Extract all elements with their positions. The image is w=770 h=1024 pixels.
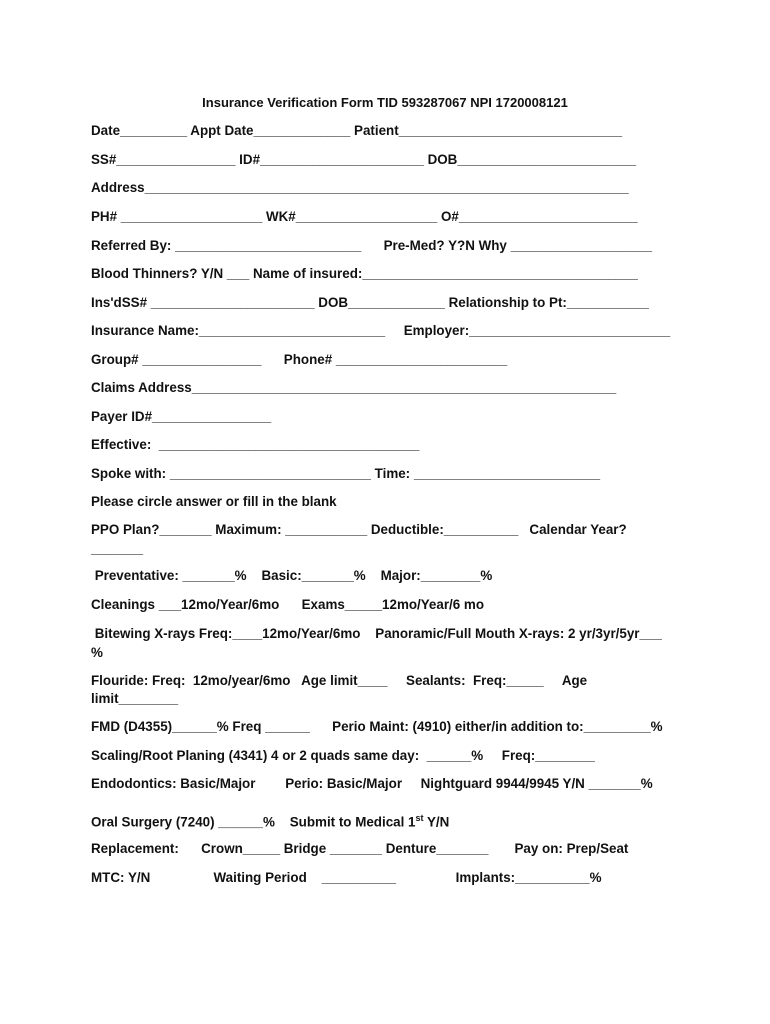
- mtc-line: MTC: Y/N Waiting Period __________ Implants:__________%: [91, 870, 602, 885]
- insurance-name-line: Insurance Name:_________________________ Employer:___________________________: [91, 323, 671, 338]
- flouride-line: Flouride: Freq: 12mo/year/6mo Age limit____ Sealants: Freq:_____ Age: [91, 673, 588, 688]
- replacement-line: Replacement: Crown_____ Bridge _______ Denture_______ Pay on: Prep/Seat: [91, 841, 629, 856]
- date-line: Date_________ Appt Date_____________ Patient______________________________: [91, 123, 623, 138]
- cleanings-line: Cleanings ___12mo/Year/6mo Exams_____12mo/Year/6 mo: [91, 597, 485, 612]
- bitewing-line: Bitewing X-rays Freq:____12mo/Year/6mo Panoramic/Full Mouth X-rays: 2 yr/3yr/5yr___: [91, 626, 662, 641]
- ppo-line: PPO Plan?_______ Maximum: ___________ Deductible:__________ Calendar Year?: [91, 522, 627, 537]
- endodontics-line: Endodontics: Basic/Major Perio: Basic/Major Nightguard 9944/9945 Y/N _______%: [91, 776, 653, 791]
- superscript-st: st: [415, 813, 424, 823]
- group-line: Group# ________________ Phone# _______________________: [91, 352, 508, 367]
- scaling-line: Scaling/Root Planing (4341) 4 or 2 quads same day: ______% Freq:________: [91, 748, 595, 763]
- referred-line: Referred By: _________________________ Pre-Med? Y?N Why ___________________: [91, 238, 653, 253]
- oral-surgery-line: [91, 813, 449, 829]
- effective-line: Effective: ___________________________________: [91, 437, 420, 452]
- payer-id-line: Payer ID#________________: [91, 409, 272, 424]
- address-line: Address_________________________________________________________________: [91, 180, 629, 195]
- form-title: Insurance Verification Form TID 593287067 NPI 1720008121: [202, 95, 568, 110]
- instructions-line: Please circle answer or fill in the blank: [91, 494, 337, 509]
- fmd-line: FMD (D4355)______% Freq ______ Perio Maint: (4910) either/in addition to:_________%: [91, 719, 663, 734]
- preventative-line: Preventative: _______% Basic:_______% Major:________%: [91, 568, 493, 583]
- oral-surgery-text: Oral Surgery (7240) ______% Submit to Medical 1: [91, 814, 416, 830]
- bitewing-line-cont: %: [91, 645, 103, 660]
- ss-line: SS#________________ ID#______________________ DOB________________________: [91, 152, 637, 167]
- insured-ss-line: Ins'dSS# ______________________ DOB_____________ Relationship to Pt:___________: [91, 295, 649, 310]
- phone-line: PH# ___________________ WK#___________________ O#________________________: [91, 209, 638, 224]
- ppo-line-cont: _______: [91, 541, 144, 556]
- claims-address-line: Claims Address_________________________________________________________: [91, 380, 617, 395]
- blood-thinners-line: Blood Thinners? Y/N ___ Name of insured:_____________________________________: [91, 266, 638, 281]
- oral-surgery-yn: Y/N: [423, 814, 450, 830]
- spoke-with-line: Spoke with: ___________________________ Time: _________________________: [91, 466, 601, 481]
- flouride-line-cont: limit________: [91, 691, 179, 706]
